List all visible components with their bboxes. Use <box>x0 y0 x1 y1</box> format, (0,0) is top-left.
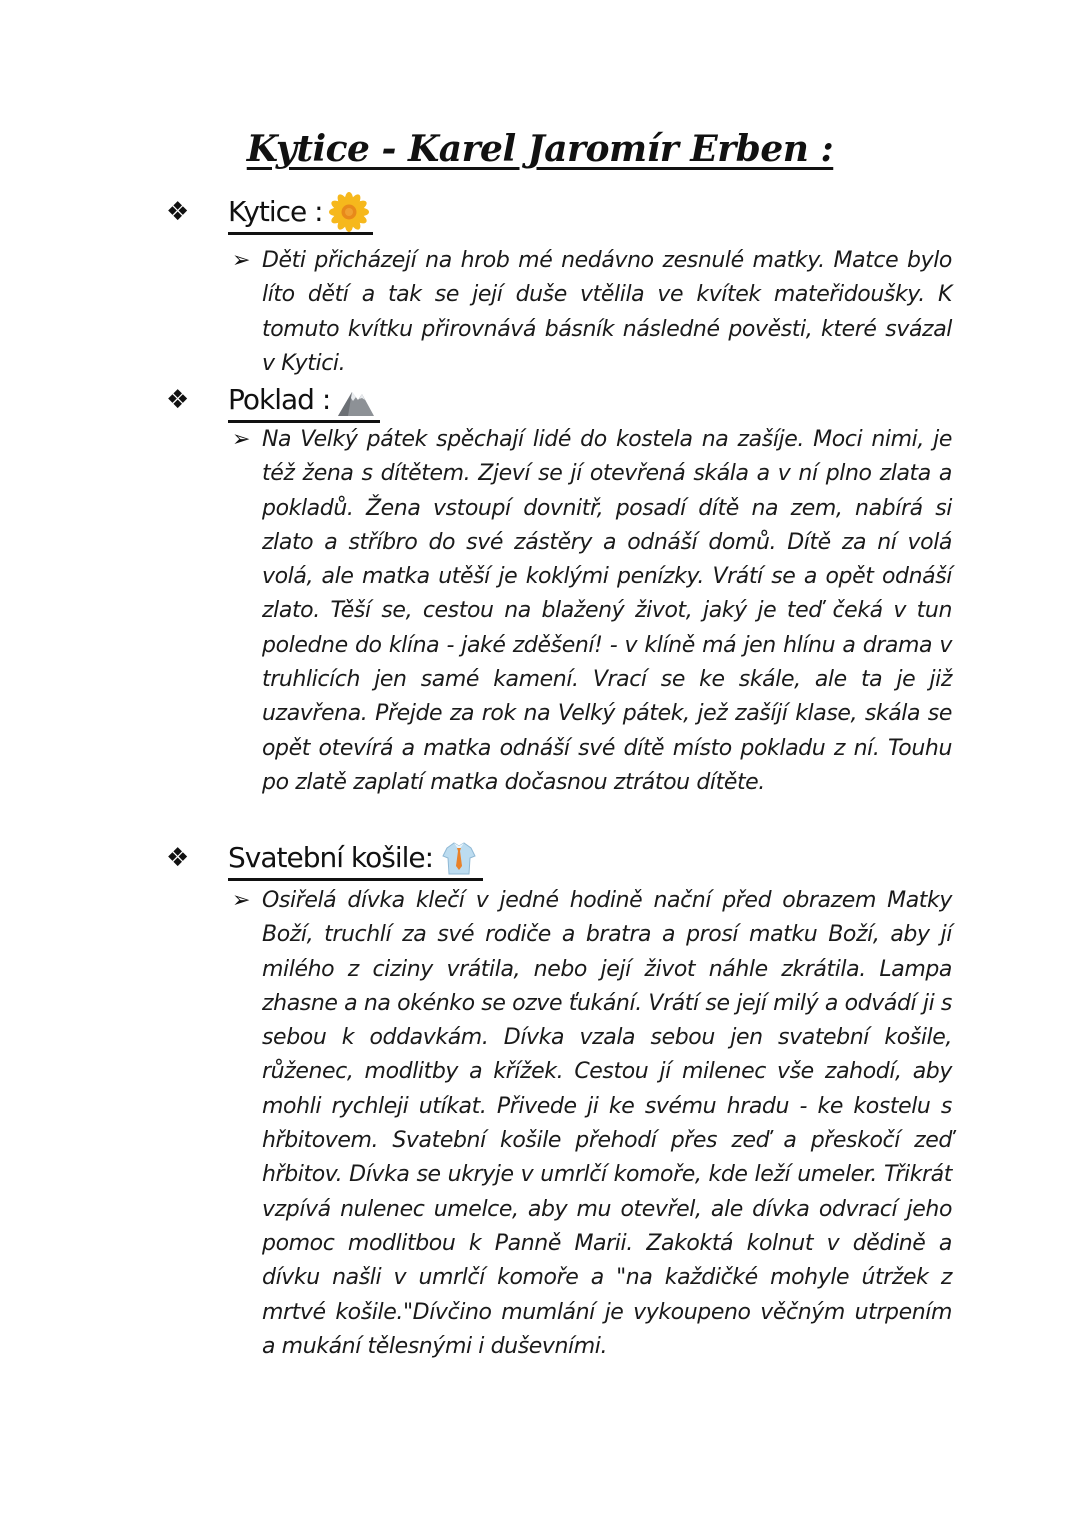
section-text-kytice: Děti přicházejí na hrob mé nedávno zesnulé matky. Matce bylo líto dětí a tak se její duše vtělila ve kvítek mateřidoušky. K tomuto kvítku přirovnává básník následné pověsti, které svázal v Kytici. <box>262 248 952 376</box>
diamond-bullet-icon: ❖ <box>166 197 190 227</box>
section-title-text: Svatební košile: <box>228 841 434 874</box>
mountain-icon <box>336 380 376 420</box>
section-title-text: Kytice : <box>228 195 323 228</box>
section-heading-poklad <box>0 380 1080 426</box>
arrow-bullet-icon: ➢ <box>232 248 251 273</box>
section-heading-kytice <box>0 192 1080 238</box>
diamond-bullet-icon: ❖ <box>166 843 190 873</box>
shirt-icon <box>439 838 479 878</box>
section-title-text: Poklad : <box>228 383 331 416</box>
section-text-svatebni-kosile: Osiřelá dívka klečí v jedné hodině nační před obrazem Matky Boží, truchlí za své rodiče a bratra a prosí matku Boží, aby jí milého z ciziny vrátila, nebo její život náhle zkrátila. Lampa zhasne a na okénko se ozve ťukání. Vrátí se její milý a odvádí ji s sebou k oddavkám. Dívka vzala sebou jen svatební košile, růženec, modlitby a křížek. Cestou jí milenec vše zahodí, aby mohli rychleji utíkat. Přivede ji ke svému hradu - ke kostelu s hřbitovem. Svatební košile přehodí přes zeď a přeskočí zeď hřbitov. Dívka se ukryje v umrlčí komoře, kde leží umeler. Třikrát vzpívá nulenec umelce, aby mu otevřel, ale dívka odvrací jeho pomoc modlitbou k Panně Marii. Zakoktá kolnut v dědině a dívku našli v umrlčí komoře a "na každičké mohyle útržek z mrtvé košile."Dívčino mumlání je vykoupeno věčným utrpením a mukání tělesnými i duševními. <box>262 888 952 1359</box>
section-title-svatebni-kosile <box>228 838 483 881</box>
page-title <box>0 128 1080 170</box>
diamond-bullet-icon: ❖ <box>166 385 190 415</box>
section-text-poklad: Na Velký pátek spěchají lidé do kostela na zašíje. Moci nimi, je též žena s dítětem. Zjeví se jí otevřená skála a v ní plno zlata a pokladů. Žena vstoupí dovnitř, posadí dítě na zem, nabírá si zlato a stříbro do své zástěry a odnáší domů. Dítě za ní volá volá, ale matka utěší je koklými penízky. Vrátí se a opět odnáší zlato. Těší se, cestou na blažený život, jaký je teď čeká v tun poledne do klína - jaké zděšení! - v klíně má jen hlínu a drama v truhlicích jen samé kamení. Vrací se ke skále, ale ta je již uzavřena. Přejde za rok na Velký pátek, jež zašíjí klase, skála se opět otevírá a matka odnáší své dítě místo pokladu z ní. Touhu po zlatě zaplatí matka dočasnou ztrátou dítěte. <box>262 427 952 795</box>
section-title-kytice <box>228 192 373 235</box>
page-title-text: Kytice - Karel Jaromír Erben : <box>246 128 834 170</box>
arrow-bullet-icon: ➢ <box>232 427 251 452</box>
flower-icon <box>329 192 369 232</box>
section-title-poklad <box>228 380 380 423</box>
section-heading-svatebni-kosile <box>0 838 1080 884</box>
arrow-bullet-icon: ➢ <box>232 888 251 913</box>
